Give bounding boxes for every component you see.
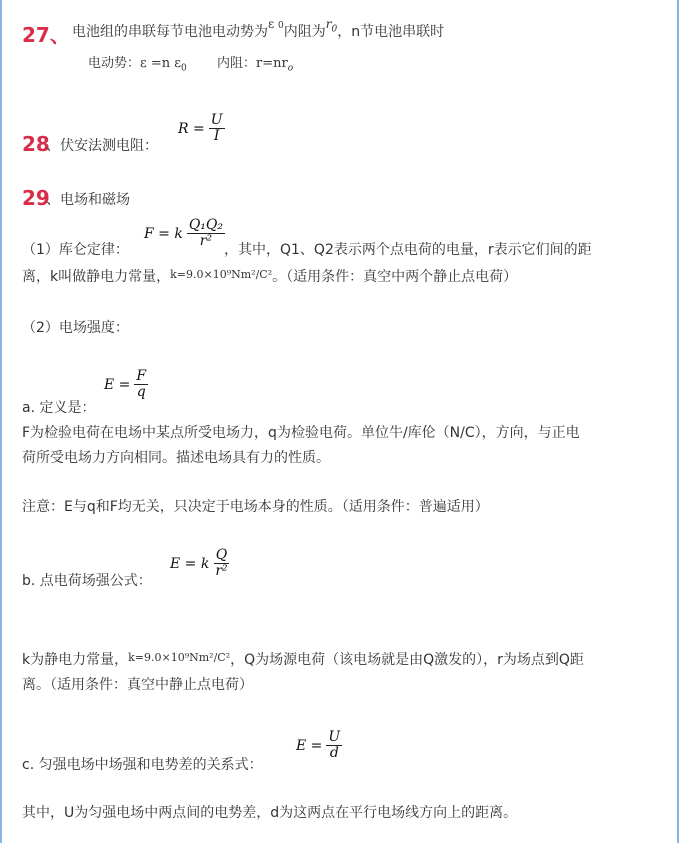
k-const-line1 — [22, 650, 584, 671]
k-const-value: k=9.0×10⁹Nm²/C² — [128, 651, 231, 664]
item-number-29: 29 — [22, 186, 50, 210]
definition-denominator: q — [136, 384, 146, 400]
emf-formula-sub: 0 — [181, 63, 187, 74]
item-27-text-a: 电池组的串联每节电池电动势为 — [72, 24, 268, 40]
item-29-text: 、电场和磁场 — [46, 192, 130, 208]
k-const-line1-a: k为静电力常量， — [22, 652, 129, 668]
coulomb-denominator: r² — [199, 233, 213, 249]
definition-numerator: F — [136, 368, 147, 384]
item-number-28: 28 — [22, 132, 50, 156]
eps0-letter: ε — [268, 17, 275, 31]
point-charge-formula — [170, 548, 230, 579]
definition-desc-line2: 荷所受电场力方向相同。描述电场具有力的性质。 — [22, 450, 330, 466]
definition-formula-lhs: E = — [104, 376, 131, 393]
coulomb-formula-lhs: F = k — [144, 225, 183, 242]
definition-formula — [104, 369, 148, 400]
point-charge-label: b. 点电荷场强公式： — [22, 573, 152, 589]
ohm-numerator: U — [210, 112, 223, 128]
eps0-sub: 0 — [278, 21, 284, 31]
k-const-line2: 离。（适用条件：真空中静止点电荷） — [22, 677, 253, 693]
coulomb-after-formula: ，其中，Q1、Q2表示两个点电荷的电量，r表示它们间的距 — [224, 242, 592, 258]
coulomb-line2-a: 离，k叫做静电力常量， — [22, 269, 171, 285]
item-27-text-c: ，n节电池串联时 — [337, 24, 445, 40]
point-charge-denominator: r² — [215, 563, 228, 579]
uniform-field-label: c. 匀强电场中场强和电势差的关系式： — [22, 757, 263, 773]
item-27-line1 — [72, 17, 445, 47]
coulomb-fraction — [187, 218, 225, 249]
uniform-field-desc: 其中，U为匀强电场中两点间的电势差，d为这两点在平行电场线方向上的距离。 — [22, 805, 518, 821]
point-charge-formula-lhs: E = k — [170, 555, 210, 572]
emf-label: 电动势： — [88, 56, 141, 71]
item-28-text: 、伏安法测电阻： — [46, 138, 158, 154]
field-heading: （2）电场强度： — [22, 320, 129, 336]
item-27-line2 — [88, 54, 293, 79]
uniform-field-denominator: d — [329, 745, 339, 761]
ohm-formula-lhs: R = — [178, 120, 205, 137]
r-formula-sub: o — [287, 63, 294, 74]
uniform-field-fraction — [326, 730, 342, 761]
item-number-27: 27、 — [22, 23, 70, 47]
coulomb-numerator: Q₁Q₂ — [188, 217, 224, 233]
r0-letter: r — [325, 17, 332, 31]
k-const-line1-b: ，Q为场源电荷（该电场就是由Q激发的），r为场点到Q距 — [230, 652, 584, 668]
point-charge-numerator: Q — [215, 547, 228, 563]
eps0-symbol — [268, 17, 284, 31]
coulomb-line2-b: 。（适用条件：真空中两个静止点电荷） — [272, 269, 518, 285]
r-formula: r=nr — [256, 56, 288, 71]
uniform-field-formula — [296, 730, 342, 761]
uniform-field-numerator: U — [328, 729, 341, 745]
ohm-fraction — [209, 113, 225, 144]
coulomb-prefix: （1）库仑定律： — [22, 242, 129, 258]
definition-label: a. 定义是： — [22, 400, 96, 416]
coulomb-k-value: k=9.0×10⁹Nm²/C² — [170, 268, 273, 281]
definition-desc-line1: F为检验电荷在电场中某点所受电场力，q为检验电荷。单位牛/库伦（N/C），方向，与正电 — [22, 425, 580, 441]
point-charge-fraction — [213, 548, 229, 579]
field-note: 注意：E与q和F均无关，只决定于电场本身的性质。（适用条件：普遍适用） — [22, 499, 489, 515]
r0-sub: 0 — [331, 24, 338, 35]
r0-symbol — [325, 17, 338, 35]
r-label: 内阻： — [217, 56, 257, 71]
ohm-denominator: I — [213, 128, 220, 144]
emf-formula: ε =n ε — [140, 56, 182, 71]
coulomb-formula — [144, 218, 225, 249]
uniform-field-formula-lhs: E = — [296, 737, 323, 754]
ohm-formula — [178, 113, 225, 144]
definition-fraction — [134, 369, 148, 400]
item-27-text-b: 内阻为 — [283, 24, 326, 40]
coulomb-line2 — [22, 267, 517, 288]
